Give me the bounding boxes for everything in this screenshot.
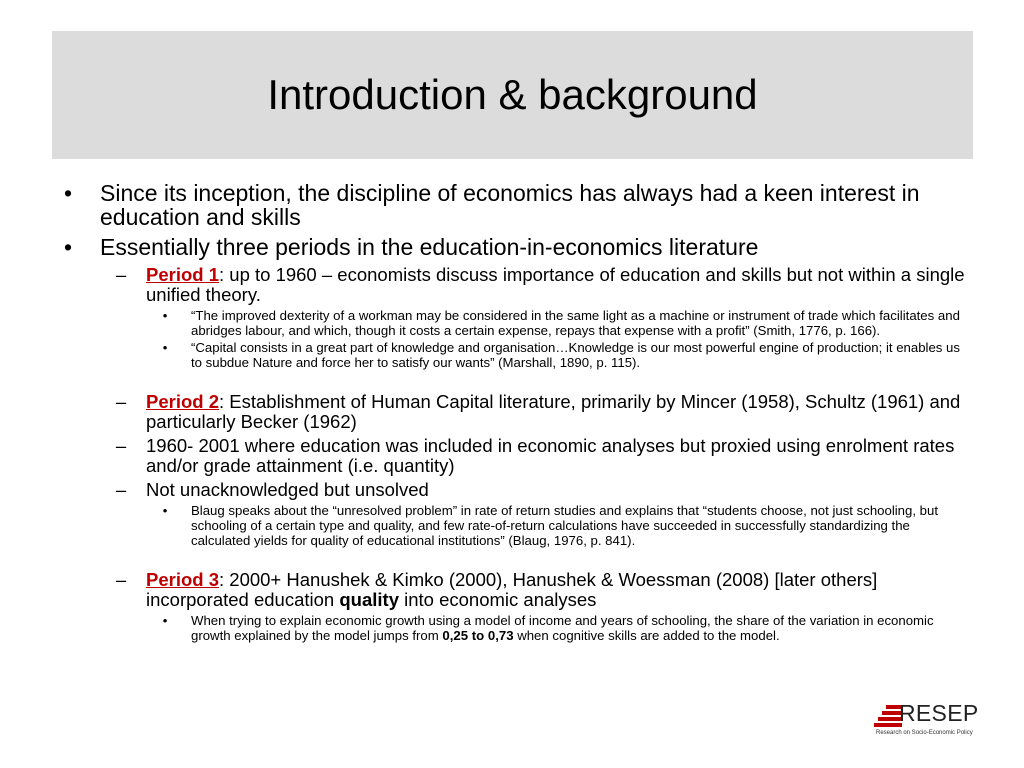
- growth-values: 0,25 to 0,73: [442, 627, 514, 643]
- period-1-label: Period 1: [146, 264, 219, 285]
- quote-item: [58, 504, 968, 548]
- bullet-item: [58, 235, 968, 259]
- slide-content: [58, 181, 968, 646]
- smith-quote: “The improved dexterity of a workman may be considered in the same light as a machine or instrument of trade which facilitates and abridges labour, and which, though it costs a certain expense, repays that expense with a profit” (Smith, 1776, p. 166).: [191, 308, 960, 338]
- sub-item-period-1: [58, 265, 968, 305]
- sub-item-text: Not unacknowledged but unsolved: [146, 479, 429, 501]
- dash-marker: –: [115, 435, 127, 457]
- dash-marker: –: [115, 391, 127, 413]
- sub-item-text: 1960- 2001 where education was included in economic analyses but proxied using enrolment rates and/or grade attainment (i.e. quantity): [146, 435, 955, 477]
- logo-name: RESEP: [899, 700, 979, 726]
- period-1-text: : up to 1960 – economists discuss importance of education and skills but not within a single unified theory.: [146, 264, 965, 305]
- period-3-text-end: into economic analyses: [398, 589, 597, 611]
- growth-text-end: when cognitive skills are added to the model.: [513, 627, 780, 643]
- bullet-text: Since its inception, the discipline of economics has always had a keen interest in education and skills: [100, 180, 920, 230]
- sub-item: [58, 480, 968, 500]
- bullet-marker: •: [63, 234, 73, 260]
- blaug-quote: Blaug speaks about the “unresolved problem” in rate of return studies and explains that “students choose, not just schooling, but schooling of a certain type and quality, and few rate-of-return calculations have succeeded in successfully standardizing the calculated yields for quality of educational institutions” (Blaug, 1976, p. 841).: [191, 503, 939, 548]
- bullet-text: Essentially three periods in the education-in-economics literature: [100, 234, 759, 260]
- period-2-text: : Establishment of Human Capital literature, primarily by Mincer (1958), Schultz (1961) and particularly Becker (1962): [146, 391, 961, 433]
- stairs-icon: [872, 703, 902, 729]
- title-bar: [52, 31, 973, 159]
- growth-text: When trying to explain economic growth using a model of income and years of schooling, the share of the variation in economic growth explained by the model jumps from: [191, 613, 934, 643]
- period-2-label: Period 2: [146, 391, 219, 413]
- quote-item: [58, 309, 968, 338]
- sub-item: [58, 436, 968, 476]
- dash-marker: –: [115, 264, 127, 285]
- quality-emphasis: quality: [339, 589, 399, 611]
- marshall-quote: “Capital consists in a great part of knowledge and organisation…Knowledge is our most powerful engine of production; it enables us to subdue Nature and force her to satisfy our wants” (Marshall, 1890, p. 115).: [191, 340, 960, 370]
- sub-item-period-2: [58, 392, 968, 432]
- dash-marker: –: [115, 479, 127, 501]
- small-bullet-marker: •: [162, 340, 168, 356]
- sub-item-period-3: [58, 570, 968, 610]
- small-bullet-marker: •: [162, 503, 168, 519]
- logo-tagline: Research on Socio-Economic Policy: [876, 730, 973, 736]
- small-bullet-marker: •: [162, 613, 168, 629]
- dash-marker: –: [115, 569, 127, 591]
- small-bullet-marker: •: [162, 308, 168, 323]
- period-3-label: Period 3: [146, 569, 219, 591]
- resep-logo: [872, 700, 984, 743]
- bullet-marker: •: [63, 180, 73, 206]
- slide-title: Introduction & background: [267, 71, 758, 118]
- period-3-text: : 2000+ Hanushek & Kimko (2000), Hanushek & Woessman (2008) [later others] incorporated education: [146, 569, 878, 611]
- bullet-item: [58, 181, 968, 229]
- quote-item: [58, 614, 968, 643]
- quote-item: [58, 341, 968, 370]
